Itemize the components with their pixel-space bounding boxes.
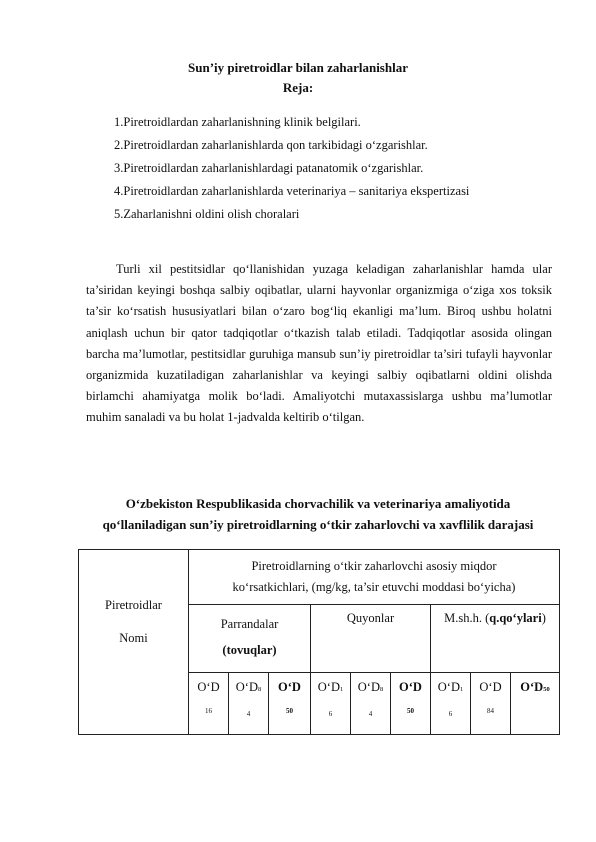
indicator-9-main: O‘D50 <box>520 680 550 694</box>
indicator-5-second: 4 <box>368 710 373 718</box>
group-rabbits <box>311 605 431 673</box>
plan-item-2: 2.Piretroidlardan zaharlanishlarda qon tarkibidagi o‘zgarishlar. <box>114 138 428 152</box>
indicator-1-second: 16 <box>205 707 212 715</box>
indicator-3-main: O‘D <box>278 680 301 694</box>
header-toxicity-line-1: Piretroidlarning o‘tkir zaharlovchi asosiy miqdor <box>251 559 497 573</box>
indicator-3-second: 50 <box>286 707 293 715</box>
plan-item-4: 4.Piretroidlardan zaharlanishlarda veterinariya – sanitariya ekspertizasi <box>114 184 470 198</box>
plan-item-3: 3.Piretroidlardan zaharlanishlardagi patanatomik o‘zgarishlar. <box>114 161 424 175</box>
indicator-6-main: O‘D <box>399 680 422 694</box>
indicator-cell-8 <box>471 673 511 735</box>
indicator-8-second: 84 <box>487 707 494 715</box>
group-sheep-suffix: ) <box>541 611 546 625</box>
group-rabbits-label: Quyonlar <box>346 611 395 625</box>
header-piretroid-label: Piretroidlar <box>105 598 162 612</box>
indicator-cell-2 <box>229 673 269 735</box>
plan-title: Reja: <box>282 80 314 95</box>
indicator-cell-9 <box>511 673 560 735</box>
indicator-6-second: 50 <box>407 707 414 715</box>
group-sheep-prefix: M.sh.h. ( <box>444 611 490 625</box>
body-paragraph: Turli xil pestitsidlar qo‘llanishidan yuzaga keladigan zaharlanishlar hamda ular ta’siridan keyingi boshqa salbiy oqibatlar, ularni hayvonlar organizmiga o‘ziga xos toksik ta’sir ko‘rsatish hususiyatlari bilan o‘zaro bog‘liq ekanligi ma’lum. Biroq ushbu holatni aniqlash uchun bir qator tadqiqotlar o‘tkazish talab etiladi. Tadqiqotlar asosida olingan barcha ma’lumotlar, pestitsidlar guruhiga mansub sun’iy piretroidlar ta’siri tufayli hayvonlar organizmida kuzatiladigan zaharlanishlar va keyingi salbiy oqibatlarni oldini olishda birlamchi ahamiyatga molik bo‘ladi. Amaliyotchi mutaxassislarga ushbu ma’lumotlar muhim sanaladi va bu holat 1-jadvalda keltirib o‘tilgan. <box>86 262 552 425</box>
indicator-cell-4 <box>311 673 351 735</box>
indicator-7-main: O‘D1 <box>437 680 464 694</box>
group-poultry <box>189 605 311 673</box>
group-sheep <box>431 605 560 673</box>
indicator-cell-5 <box>351 673 391 735</box>
indicator-cell-3 <box>269 673 311 735</box>
indicator-8-main: O‘D <box>479 680 502 694</box>
table-caption-line-2: qo‘llaniladigan sun’iy piretroidlarning o‘tkir zaharlovchi va xavflilik darajasi <box>102 517 534 532</box>
indicator-7-second: 6 <box>448 710 453 718</box>
header-piretroid-name <box>79 550 189 735</box>
group-poultry-line-1: Parrandalar <box>220 617 279 631</box>
indicator-4-second: 6 <box>328 710 333 718</box>
plan-item-5: 5.Zaharlanishni oldini olish choralari <box>114 207 300 221</box>
indicator-2-main: O‘D8 <box>235 680 262 694</box>
indicator-1-main: O‘D <box>197 680 220 694</box>
group-sheep-bold: q.qo‘ylari <box>489 611 542 625</box>
indicator-cell-1 <box>189 673 229 735</box>
document-heading: Sun’iy piretroidlar bilan zaharlanishlar <box>188 60 408 75</box>
indicator-cell-6 <box>391 673 431 735</box>
piretroid-toxicity-table <box>78 549 560 735</box>
indicator-5-main: O‘D8 <box>357 680 384 694</box>
table-caption-line-1: O‘zbekiston Respublikasida chorvachilik va veterinariya amaliyotida <box>125 496 511 511</box>
header-name-label: Nomi <box>119 631 148 645</box>
group-poultry-line-2: (tovuqlar) <box>222 643 277 657</box>
indicator-4-main: O‘D1 <box>317 680 344 694</box>
header-toxicity-indicators <box>189 550 560 605</box>
table-header-row-1 <box>79 550 560 605</box>
indicator-cell-7 <box>431 673 471 735</box>
indicator-2-second: 4 <box>246 710 251 718</box>
plan-item-1: 1.Piretroidlardan zaharlanishning klinik belgilari. <box>114 115 361 129</box>
header-toxicity-line-2: ko‘rsatkichlari, (mg/kg, ta’sir etuvchi moddasi bo‘yicha) <box>232 580 516 594</box>
